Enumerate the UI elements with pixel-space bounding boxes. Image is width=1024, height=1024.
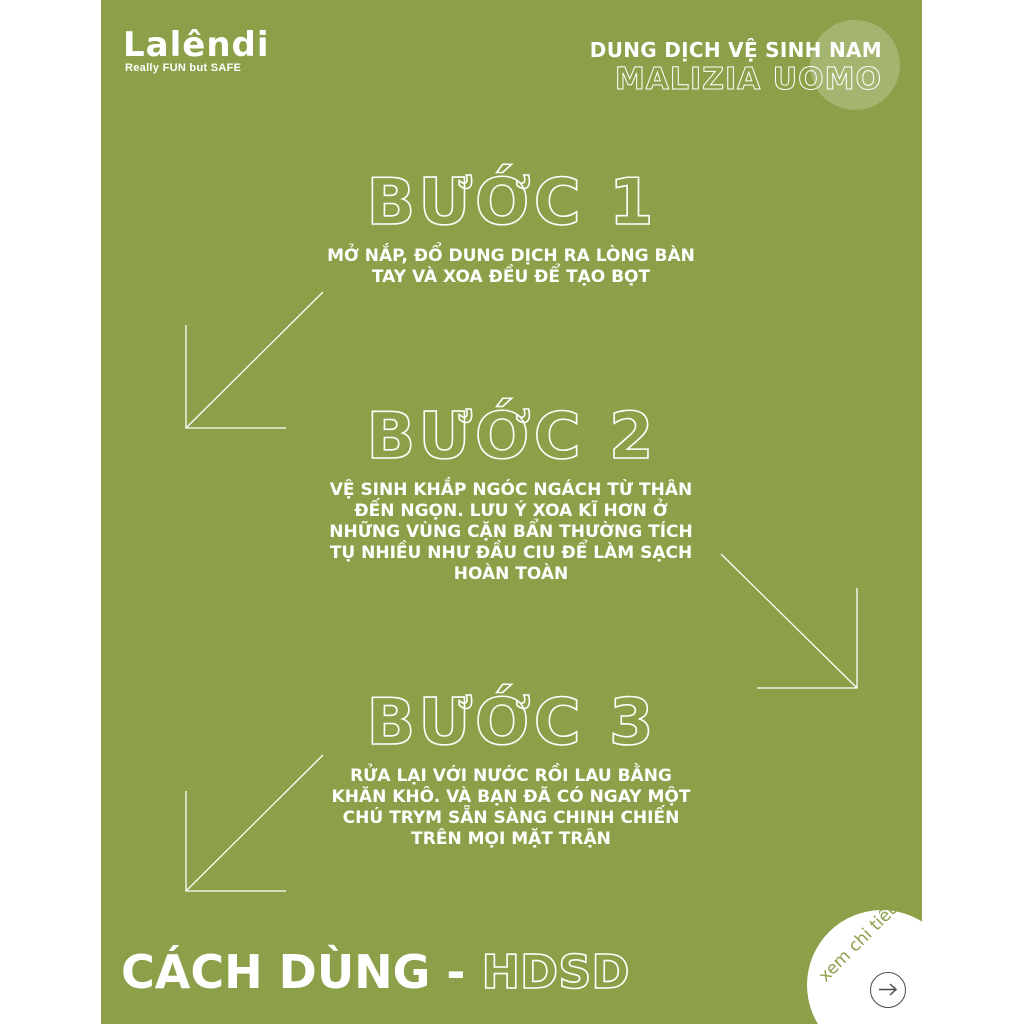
decorative-arrows (101, 0, 922, 1024)
step-3-text: RỬA LẠI VỚI NƯỚC RỒI LAU BẰNG KHĂN KHÔ. VÀ BẠN ĐÃ CÓ NGAY MỘT CHÚ TRYM SẴN SÀNG CHINH CHIẾN TRÊN MỌI MẶT TRẬN (331, 766, 691, 849)
step-1-text: MỞ NẮP, ĐỔ DUNG DỊCH RA LÒNG BÀN TAY VÀ XOA ĐỀU ĐỂ TẠO BỌT (327, 246, 695, 287)
step-1-title: BƯỚC 1 (366, 166, 657, 240)
product-category: DUNG DỊCH VỆ SINH NAM (589, 38, 882, 62)
footer-title (121, 945, 630, 999)
footer-title-main: CÁCH DÙNG - (121, 945, 482, 999)
footer-title-sub: HDSD (481, 945, 630, 999)
poster-panel (101, 0, 922, 1024)
arrow-right-icon[interactable] (870, 972, 906, 1008)
step-2-title: BƯỚC 2 (366, 400, 657, 474)
brand-tagline: Really FUN but SAFE (125, 62, 242, 74)
arrow-down-right-icon (721, 554, 857, 688)
product-name: MALIZIA UOMO (614, 62, 882, 97)
arrow-down-left-icon-2 (186, 755, 323, 891)
view-detail-label[interactable]: xem chi tiết (815, 900, 901, 987)
brand-name: Lalêndi (123, 25, 270, 65)
step-2-text: VỆ SINH KHẮP NGÓC NGÁCH TỪ THÂN ĐẾN NGỌN. LƯU Ý XOA KĨ HƠN Ở NHỮNG VÙNG CẶN BẨN THƯỜNG TÍCH TỤ NHIỀU NHƯ ĐẦU CIU ĐỂ LÀM SẠCH HOÀN TOÀN (329, 480, 693, 584)
step-3-title: BƯỚC 3 (366, 686, 657, 760)
arrow-down-left-icon (186, 292, 323, 428)
